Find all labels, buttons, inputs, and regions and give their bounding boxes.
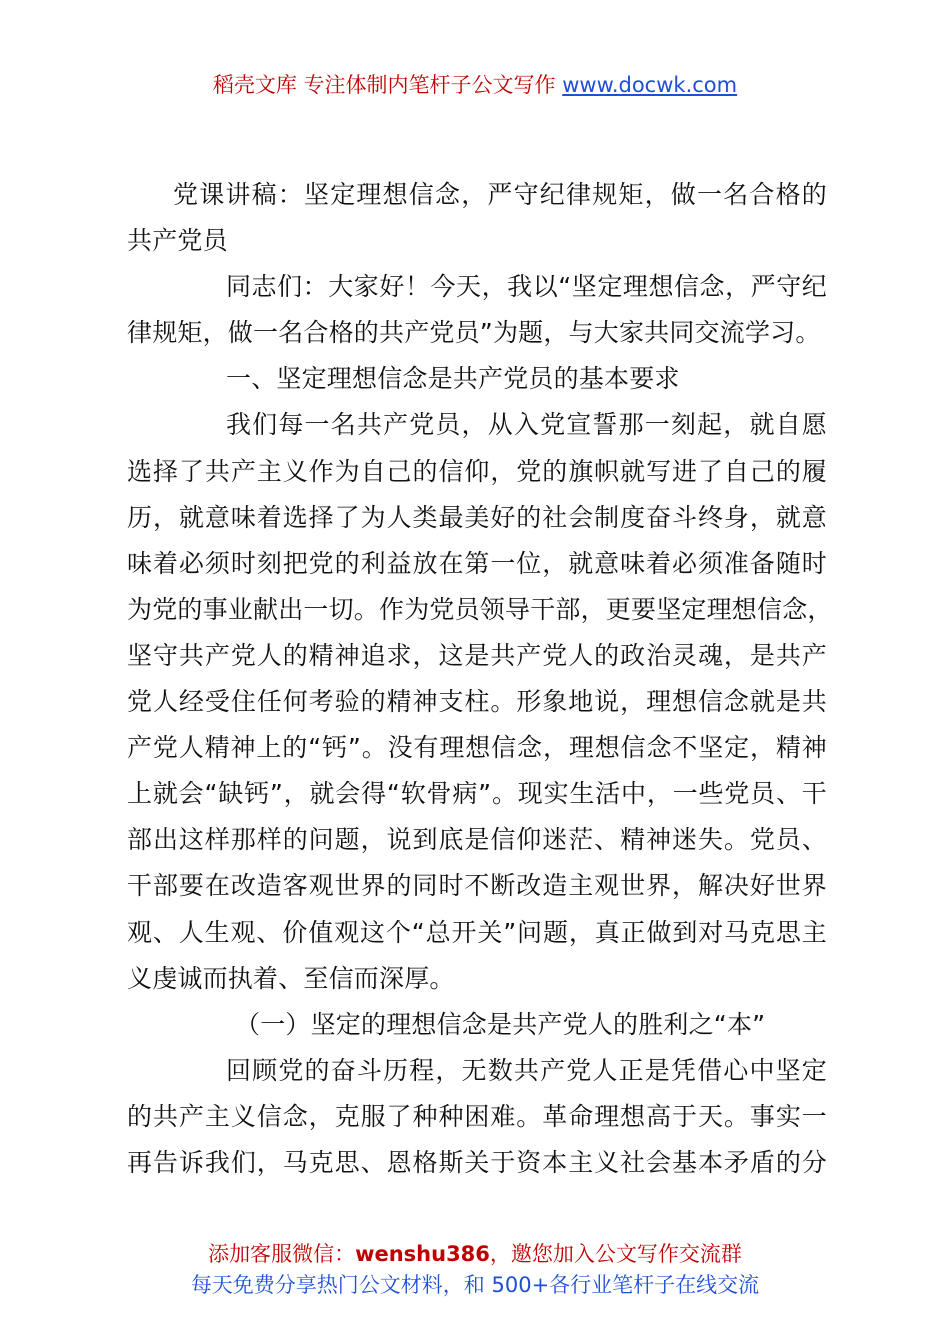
paragraph-line: 的共产主义信念，克服了种种困难。革命理想高于天。事实一 — [127, 1101, 827, 1131]
paragraph-line: 干部要在改造客观世界的同时不断改造主观世界，解决好世界 — [127, 871, 827, 901]
paragraph-line: 回顾党的奋斗历程，无数共产党人正是凭借心中坚定 — [226, 1055, 827, 1085]
paragraph-line: 选择了共产主义作为自己的信仰，党的旗帜就写进了自己的履 — [127, 456, 827, 486]
footer-wechat-prefix: 添加客服微信： — [208, 1242, 356, 1266]
header-brand: 稻壳文库 专注体制内笔杆子公文写作 — [212, 73, 563, 97]
paragraph-line: 我们每一名共产党员，从入党宣誓那一刻起，就自愿 — [226, 410, 827, 440]
paragraph-line: 观、人生观、价值观这个“总开关”问题，真正做到对马克思主 — [127, 917, 827, 947]
paragraph-line: 味着必须时刻把党的利益放在第一位，就意味着必须准备随时 — [127, 548, 827, 578]
paragraph-line: 同志们：大家好！今天，我以“坚定理想信念，严守纪 — [226, 272, 827, 302]
paragraph-line: 部出这样那样的问题，说到底是信仰迷茫、精神迷失。党员、 — [127, 825, 827, 855]
paragraph-line: 历，就意味着选择了为人类最美好的社会制度奋斗终身，就意 — [127, 502, 827, 532]
paragraph-line: 为党的事业献出一切。作为党员领导干部，更要坚定理想信念， — [127, 594, 833, 624]
footer-line-promo: 每天免费分享热门公文材料，和 500+各行业笔杆子在线交流 — [190, 1273, 760, 1297]
footer-wechat-id: wenshu386 — [355, 1242, 490, 1266]
paragraph-line: 义虔诚而执着、至信而深厚。 — [127, 963, 455, 993]
paragraph-line: 产党人精神上的“钙”。没有理想信念，理想信念不坚定，精神 — [127, 733, 827, 763]
paragraph-line: 上就会“缺钙”，就会得“软骨病”。现实生活中，一些党员、干 — [127, 779, 827, 809]
header-url-link[interactable]: www.docwk.com — [562, 73, 738, 97]
paragraph-line: 再告诉我们，马克思、恩格斯关于资本主义社会基本矛盾的分 — [127, 1147, 827, 1177]
subsection-heading: （一）坚定的理想信念是共产党人的胜利之“本” — [235, 1009, 766, 1039]
document-title-line: 党课讲稿：坚定理想信念，严守纪律规矩，做一名合格的 — [173, 180, 827, 209]
document-title-line: 共产党员 — [127, 226, 228, 256]
document-body — [127, 172, 833, 1186]
page-header — [0, 70, 950, 100]
page-footer — [0, 1239, 950, 1301]
paragraph-line: 坚守共产党人的精神追求，这是共产党人的政治灵魂，是共产 — [127, 640, 827, 670]
paragraph-line: 律规矩，做一名合格的共产党员”为题，与大家共同交流学习。 — [127, 318, 821, 348]
footer-line-wechat — [0, 1239, 950, 1270]
section-heading: 一、坚定理想信念是共产党员的基本要求 — [226, 364, 680, 394]
paragraph-line: 党人经受住任何考验的精神支柱。形象地说，理想信念就是共 — [127, 687, 827, 717]
footer-wechat-suffix: ，邀您加入公文写作交流群 — [489, 1242, 742, 1266]
